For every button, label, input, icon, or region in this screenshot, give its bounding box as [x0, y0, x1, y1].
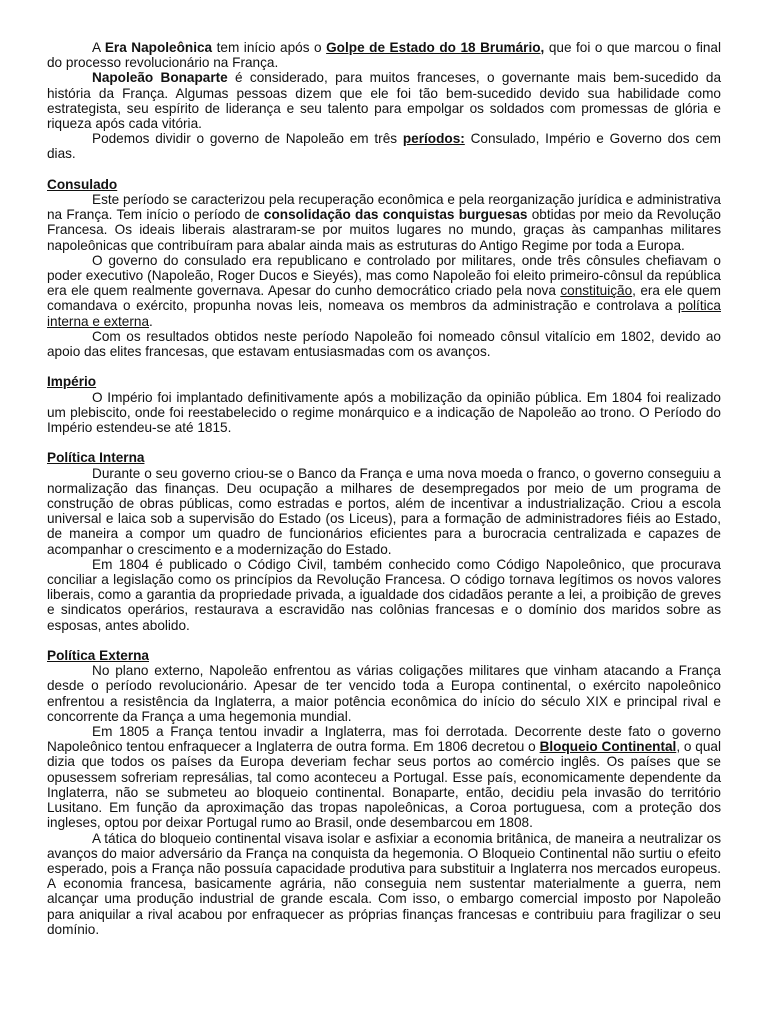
term-era-napoleonica: Era Napoleônica — [104, 40, 213, 55]
document-page — [47, 40, 721, 937]
politica-interna-paragraph-1: Durante o seu governo criou-se o Banco da França e uma nova moeda o franco, o governo conseguiu a normalização das finanças. Deu ocupação a milhares de desempregados por meio de um programa de construção de obras públicas, como estradas e portos, além de incentivar a industrialização. Criou a escola universal e laica sob a supervisão do Estado (os Liceus), para a formação de administradores fiéis ao Estado, de maneira a compor um quadro de funcionários eficientes para a burocracia centralizada e capazes de acompanhar o crescimento e a modernização do Estado. — [47, 465, 721, 557]
heading-politica-interna: Política Interna — [47, 450, 145, 466]
intro-paragraph-periodos: Podemos dividir o governo de Napoleão em três períodos: Consulado, Império e Governo dos cem dias. — [47, 131, 721, 162]
intro-paragraph-bonaparte: Napoleão Bonaparte é considerado, para muitos franceses, o governante mais bem-sucedido da história da França. Algumas pessoas dizem que ele foi tão bem-sucedido devido sua habilidade como estrategista, seu espírito de liderança e seu talento para empolgar os soldados com promessas de glória e riqueza após cada vitória. — [47, 70, 722, 132]
term-golpe-18-brumario: Golpe de Estado do 18 Brumário, — [326, 40, 545, 55]
term-politica-interna-externa: política interna e externa — [47, 298, 721, 329]
consulado-paragraph-1: Este período se caracterizou pela recuperação econômica e pela reorganização jurídica e administrativa na França. Tem início o período de consolidação das conquistas burguesas obtidas por meio da Revolução Francesa. Os ideais liberais alastraram-se por muitos lugares no mundo, graças às campanhas militares napoleônicas que contribuíram para abalar ainda mais as estruturas do Antigo Regime por toda a Europa. — [47, 192, 721, 253]
politica-externa-paragraph-3: A tática do bloqueio continental visava isolar e asfixiar a economia britânica, de maneira a neutralizar os avanços do maior adversário da França na conquista da hegemonia. O Bloqueio Continental não surtiu o efeito esperado, pois a França não possuía capacidade produtiva para substituir a Inglaterra nos mercados europeus. A economia francesa, basicamente agrária, não conseguia nem sustentar materialmente a guerra, nem alcançar uma produção industrial de grande escala. Com isso, o embargo comercial imposto por Napoleão para aniquilar a rival acabou por enfraquecer as próprias finanças francesas e contribuiu para fragilizar o seu domínio. — [47, 830, 721, 937]
intro-paragraph-era: A Era Napoleônica tem início após o Golpe de Estado do 18 Brumário, que foi o que marcou o final do processo revolucionário na França. — [47, 40, 722, 71]
term-napoleao-bonaparte: Napoleão Bonaparte — [92, 70, 228, 86]
imperio-paragraph-1: O Império foi implantado definitivamente após a mobilização da opinião pública. Em 1804 foi realizado um plebiscito, onde foi reestabelecido o regime monárquico e a indicação de Napoleão ao trono. O Período do Império estendeu-se até 1815. — [47, 389, 721, 436]
politica-externa-paragraph-1: No plano externo, Napoleão enfrentou as várias coligações militares que vinham atacando a França desde o período revolucionário. Apesar de ter vencido toda a Europa continental, o exército napoleônico enfrentou a resistência da Inglaterra, a maior potência econômica do início do século XIX e principal rival e concorrente da França a uma hegemonia mundial. — [47, 663, 721, 724]
politica-interna-paragraph-2: Em 1804 é publicado o Código Civil, também conhecido como Código Napoleônico, que procurava conciliar a legislação como os princípios da Revolução Francesa. O código tornava legítimos os novos valores liberais, como a garantia da propriedade privada, a igualdade dos cidadãos perante a lei, a proibição de greves e sindicatos operários, restaurava a escravidão nas colônias francesas e o domínio dos maridos sobre as esposas, antes abolido. — [47, 556, 721, 633]
term-consolidacao-conquistas-burguesas: consolidação das conquistas burguesas — [263, 207, 528, 223]
term-bloqueio-continental: Bloqueio Continental — [539, 739, 677, 755]
heading-imperio: Império — [47, 374, 97, 390]
term-constituicao: constituição — [560, 283, 633, 299]
term-periodos: períodos: — [402, 131, 465, 147]
politica-externa-paragraph-2: Em 1805 a França tentou invadir a Inglaterra, mas foi derrotada. Decorrente deste fato o governo Napoleônico tentou enfraquecer a Inglaterra de outra forma. Em 1806 decretou o Bloqueio Continental, o qual dizia que todos os países da Europa deveriam fechar seus portos ao comércio inglês. Os países que se opusessem sofreriam represálias, tal como aconteceu a Portugal. Esse país, economicamente dependente da Inglaterra, não se submeteu ao bloqueio continental. Bonaparte, então, decidiu pela invasão do território Lusitano. Em função da aproximação das tropas napoleônicas, a Coroa portuguesa, com a proteção dos ingleses, optou por deixar Portugal rumo ao Brasil, onde desembarcou em 1808. — [47, 724, 722, 831]
heading-politica-externa: Política Externa — [47, 648, 149, 664]
heading-consulado: Consulado — [47, 176, 118, 192]
consulado-paragraph-3: Com os resultados obtidos neste período Napoleão foi nomeado cônsul vitalício em 1802, devido ao apoio das elites francesas, que estavam entusiasmadas com os avanços. — [47, 328, 721, 360]
consulado-paragraph-2: O governo do consulado era republicano e controlado por militares, onde três cônsules chefiavam o poder executivo (Napoleão, Roger Ducos e Sieyés), mas como Napoleão foi eleito primeiro-cônsul da república era ele quem realmente governava. Apesar do cunho democrático criado pela nova constituição, era ele quem comandava o exército, propunha novas leis, nomeava os membros da administração e controlava a política interna e externa. — [47, 252, 721, 329]
